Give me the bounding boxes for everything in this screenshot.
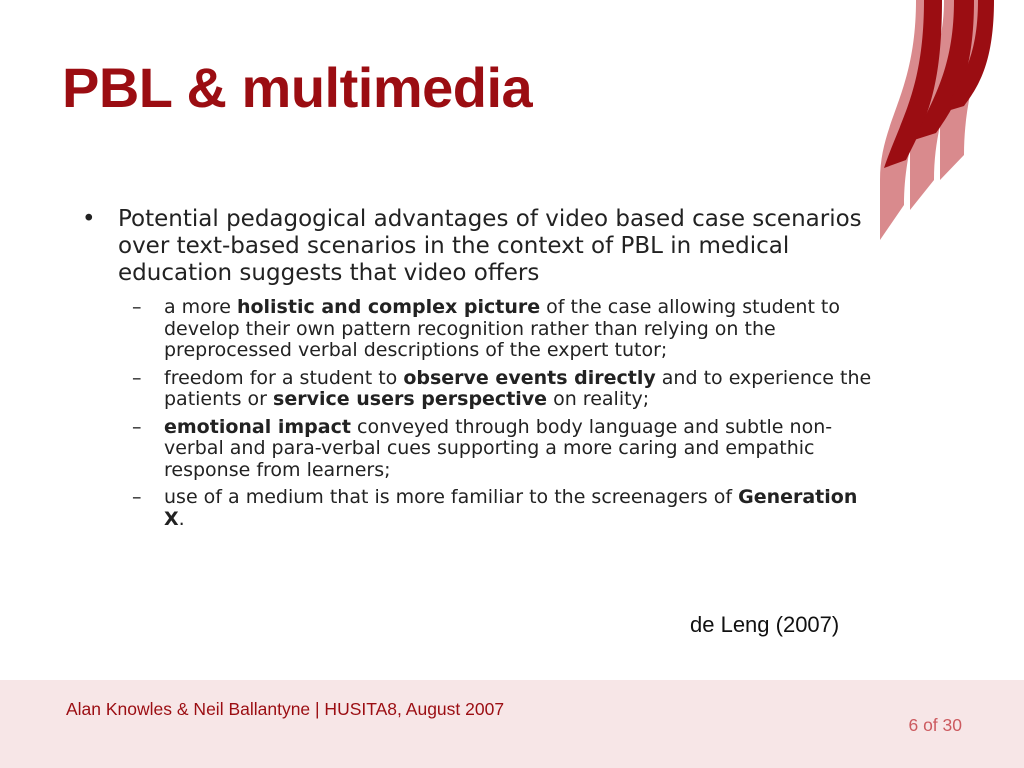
footer-band bbox=[0, 680, 1024, 768]
sub-bullet-text: and to experience the patients or bbox=[164, 366, 872, 410]
bullet-dot-icon: • bbox=[82, 206, 96, 232]
sub-bullet-text: a more bbox=[164, 296, 237, 318]
bullet-list bbox=[82, 206, 872, 536]
sub-bullet-text: conveyed through body language and subtle non-verbal and para-verbal cues supporting a more caring and empathic response from learners; bbox=[164, 415, 833, 481]
citation: de Leng (2007) bbox=[690, 612, 840, 637]
dash-icon: – bbox=[132, 486, 142, 508]
sub-bullet-holistic bbox=[118, 297, 872, 362]
emphasis-text: service users perspective bbox=[273, 388, 548, 410]
emphasis-text: emotional impact bbox=[164, 415, 351, 438]
main-bullet-text: Potential pedagogical advantages of video based case scenarios over text-based scenarios in the context of PBL in medical education suggests that video offers bbox=[118, 206, 862, 286]
dash-icon: – bbox=[132, 366, 142, 389]
slide-title: PBL & multimedia bbox=[62, 56, 533, 119]
sub-bullet-observe bbox=[118, 368, 872, 411]
ribbon-decoration-icon bbox=[870, 0, 1024, 240]
sub-bullet-text: . bbox=[178, 507, 185, 530]
sub-bullet-text: use of a medium that is more familiar to the screenagers of bbox=[164, 486, 739, 508]
emphasis-text: holistic and complex picture bbox=[236, 296, 541, 318]
sub-bullet-list bbox=[118, 297, 872, 530]
page-number: 6 of 30 bbox=[908, 715, 962, 735]
sub-bullet-emotional bbox=[118, 417, 872, 482]
main-bullet bbox=[82, 206, 872, 530]
emphasis-text: observe events directly bbox=[403, 366, 656, 389]
sub-bullet-text: on reality; bbox=[547, 388, 650, 410]
dash-icon: – bbox=[132, 296, 142, 318]
dash-icon: – bbox=[132, 415, 142, 438]
sub-bullet-text: freedom for a student to bbox=[164, 366, 404, 389]
sub-bullet-text: of the case allowing student to develop their own pattern recognition rather than relying on the preprocessed verbal descriptions of the expert tutor; bbox=[164, 296, 841, 361]
footer-authors: Alan Knowles & Neil Ballantyne | HUSITA8, August 2007 bbox=[66, 699, 505, 719]
sub-bullet-medium bbox=[118, 487, 872, 530]
emphasis-text: Generation X bbox=[164, 486, 858, 530]
